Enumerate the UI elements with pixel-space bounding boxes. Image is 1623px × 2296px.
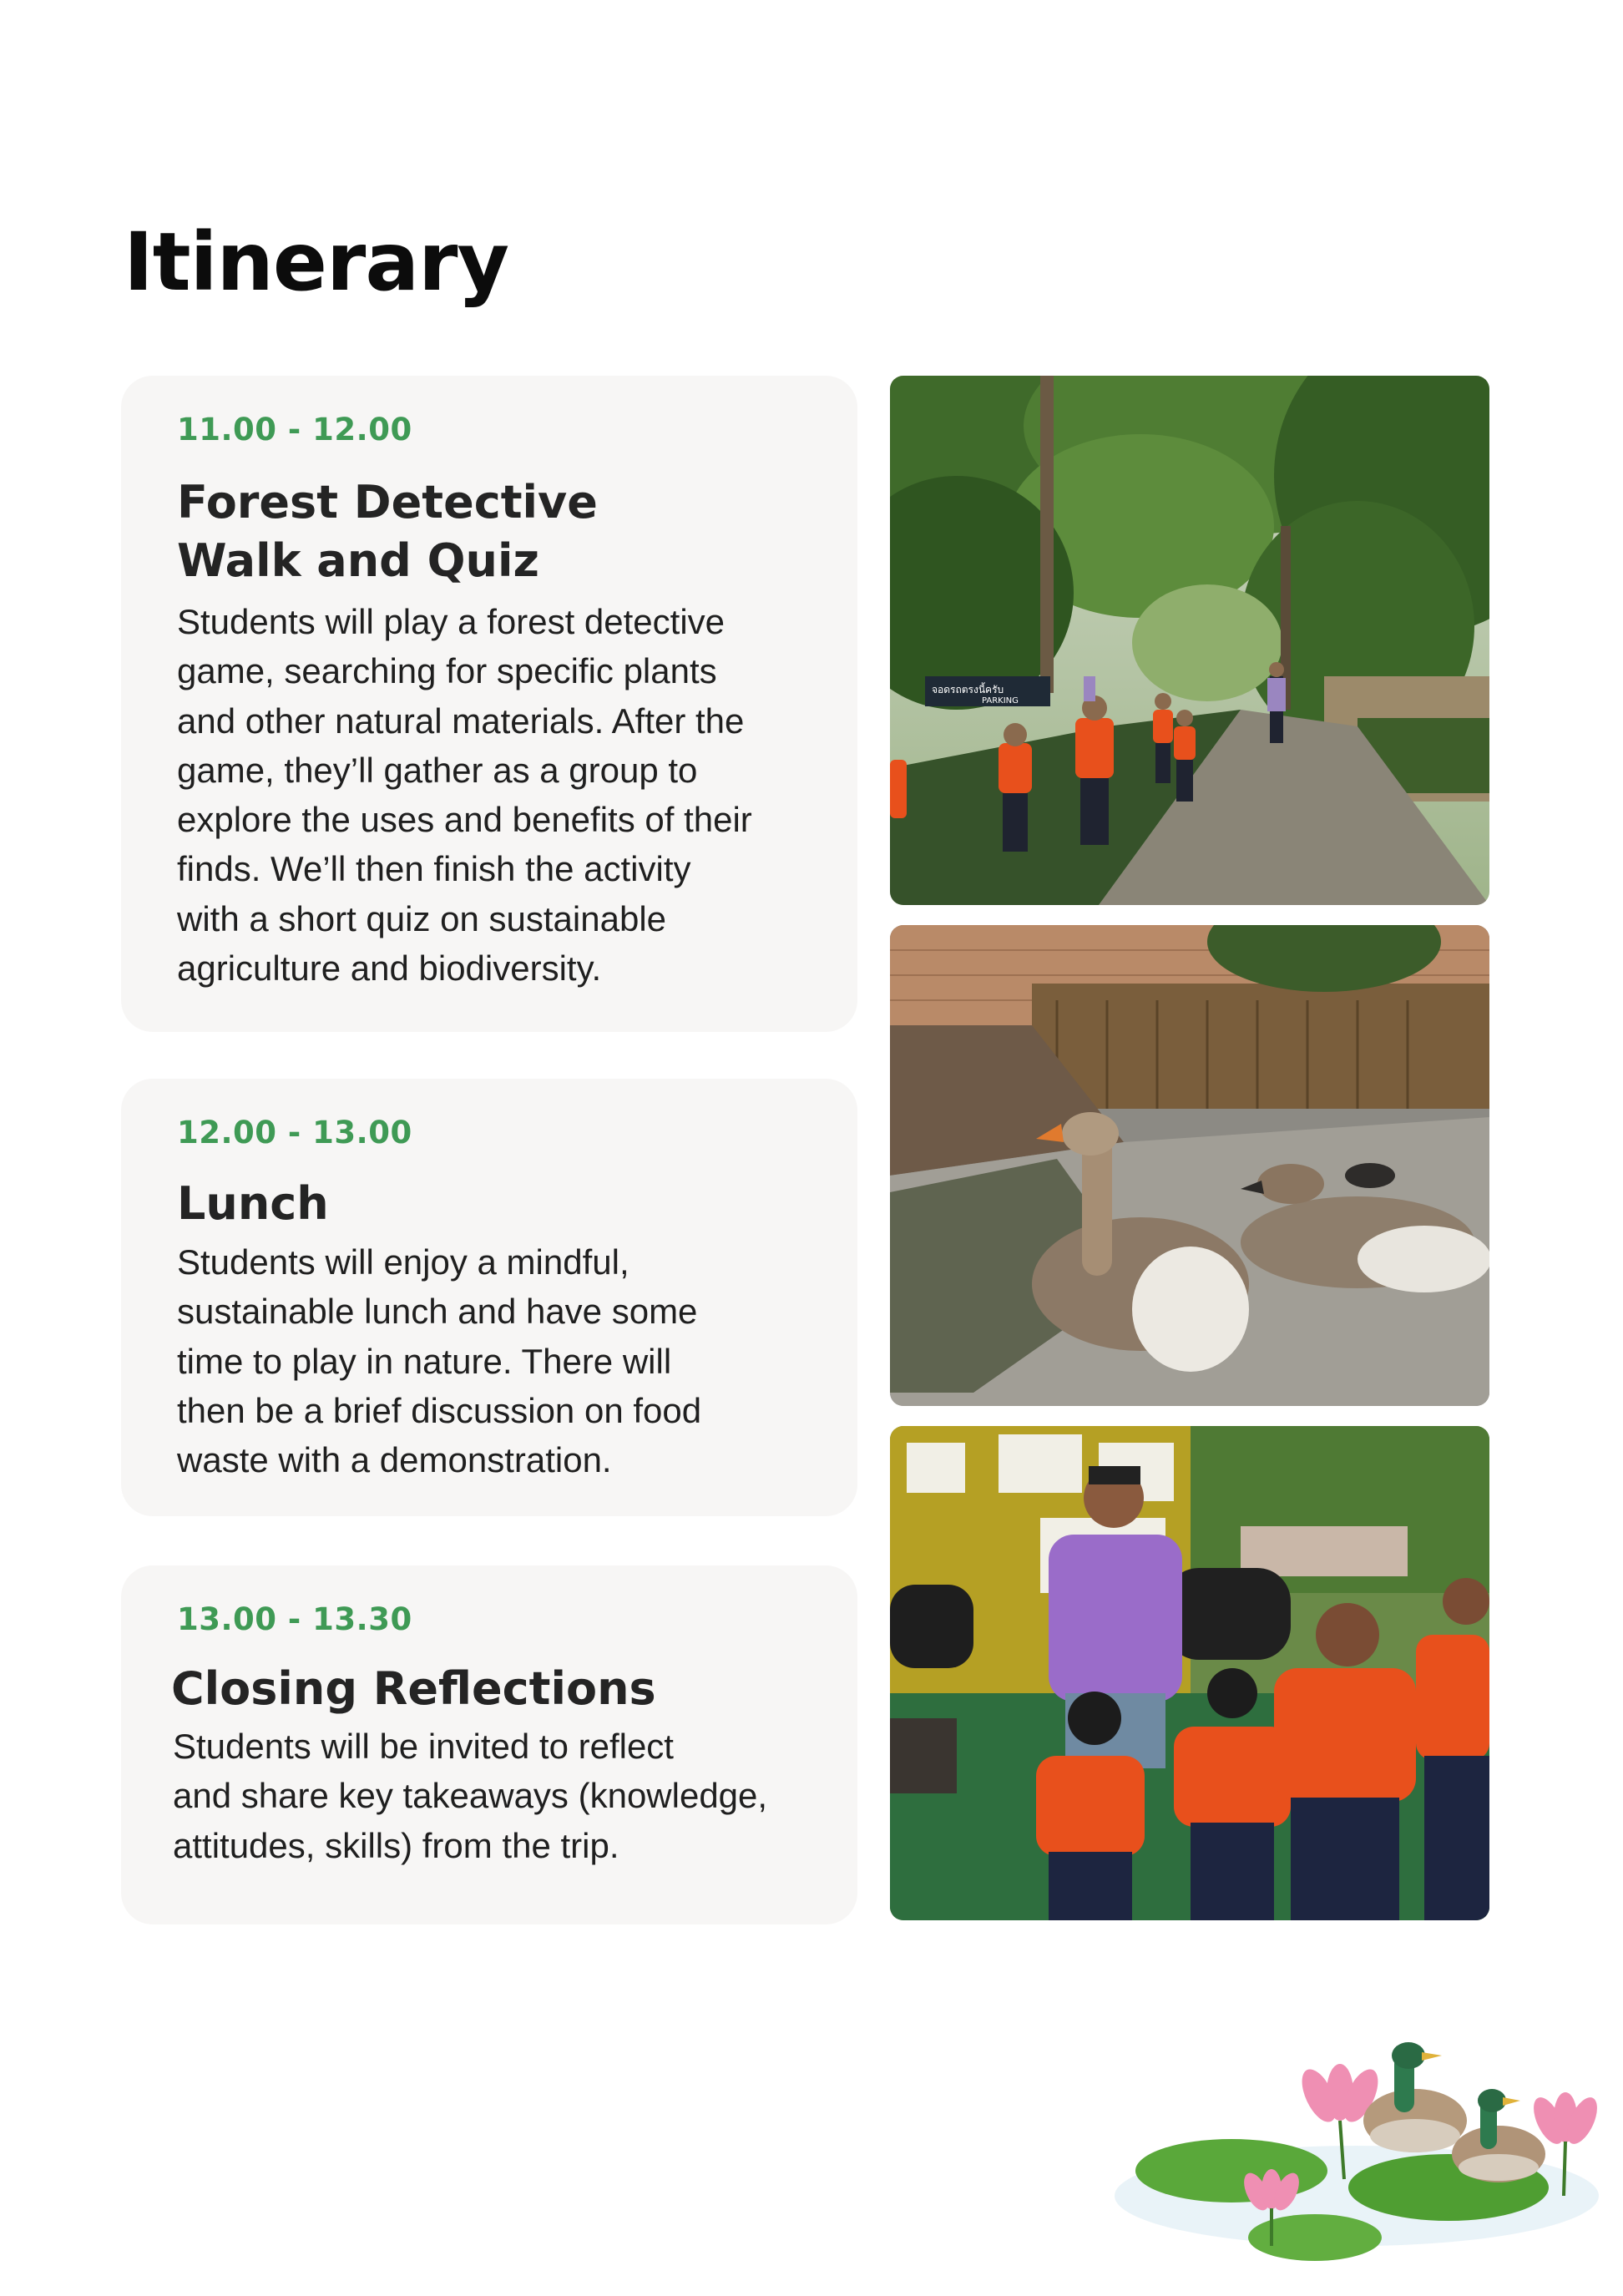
description-line: Students will enjoy a mindful, [177,1242,629,1282]
itinerary-card-lunch [121,1079,857,1516]
lotus-ducks-illustration [1106,2037,1607,2288]
forest-walk-photo [890,376,1489,905]
activity-description [177,597,752,993]
description-line: Students will play a forest detective [177,602,726,641]
description-line: finds. We’ll then finish the activity [177,849,691,889]
description-line: with a short quiz on sustainable [177,898,667,938]
description-line: time to play in nature. There will [177,1341,672,1381]
activity-title [177,473,598,590]
description-line: game, searching for specific plants [177,651,717,691]
description-line: explore the uses and benefits of their [177,800,752,840]
geese-photo [890,925,1489,1406]
description-line: and share key takeaways (knowledge, [173,1776,768,1816]
page-title: Itinerary [124,215,509,309]
time-slot: 11.00 - 12.00 [177,412,412,448]
activity-title [171,1660,656,1718]
description-line: Students will be invited to reflect [173,1727,674,1766]
description-line: then be a brief discussion on food [177,1390,702,1430]
time-slot: 13.00 - 13.30 [177,1601,412,1637]
itinerary-card-forest-detective [121,376,857,1032]
parking-sign-subtext: PARKING [982,696,1019,705]
activity-description [173,1722,767,1870]
activity-title [177,1175,329,1233]
activity-description [177,1237,701,1484]
activity-title-line: Closing Reflections [171,1662,656,1715]
activity-title-line: Lunch [177,1177,329,1230]
itinerary-card-closing-reflections [121,1565,857,1924]
description-line: and other natural materials. After the [177,700,745,741]
parking-sign-text: จอดรถตรงนี้ครับ [932,684,1004,695]
time-slot: 12.00 - 13.00 [177,1115,412,1151]
activity-title-line: Forest Detective [177,476,598,528]
description-line: attitudes, skills) from the trip. [173,1825,619,1865]
workshop-photo [890,1426,1489,1920]
description-line: game, they’ll gather as a group to [177,750,698,790]
description-line: agriculture and biodiversity. [177,948,602,989]
description-line: sustainable lunch and have some [177,1292,698,1332]
activity-title-line: Walk and Quiz [177,534,539,587]
description-line: waste with a demonstration. [177,1440,612,1480]
